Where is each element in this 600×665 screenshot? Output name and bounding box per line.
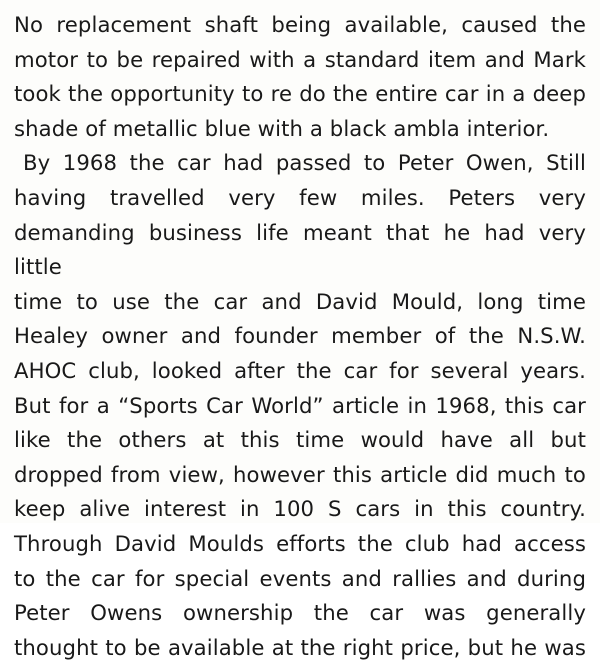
text-line: time to use the car and David Mould, long time xyxy=(14,288,586,314)
paragraph-1 xyxy=(14,8,586,146)
paragraph-2 xyxy=(14,146,586,665)
text-line: keep alive interest in 100 S cars in this country. xyxy=(14,496,586,522)
text-line: Through David Moulds efforts the club had access xyxy=(14,530,586,556)
text-line: took the opportunity to re do the entire car in a deep xyxy=(14,81,586,107)
text-line: But for a “Sports Car World” article in 1968, this car xyxy=(14,392,586,418)
text-line: like the others at this time would have all but xyxy=(14,427,586,453)
text-line: having travelled very few miles. Peters very xyxy=(14,184,586,210)
page-text-body xyxy=(14,8,586,665)
text-line: thought to be available at the right price, but he was xyxy=(14,634,586,660)
text-line: AHOC club, looked after the car for several years. xyxy=(14,357,586,383)
text-line: demanding business life meant that he had very little xyxy=(14,219,586,280)
text-line: Peter Owens ownership the car was generally xyxy=(14,600,586,626)
text-line: motor to be repaired with a standard item and Mark xyxy=(14,46,586,72)
text-line: No replacement shaft being available, caused the xyxy=(14,12,586,37)
text-line: to the car for special events and rallies and during xyxy=(14,565,586,591)
text-line: Healey owner and founder member of the N.S.W. xyxy=(14,323,586,349)
text-line: By 1968 the car had passed to Peter Owen, Still xyxy=(23,150,586,176)
text-line: shade of metallic blue with a black ambla interior. xyxy=(14,115,550,141)
text-line: dropped from view, however this article did much to xyxy=(14,461,586,487)
